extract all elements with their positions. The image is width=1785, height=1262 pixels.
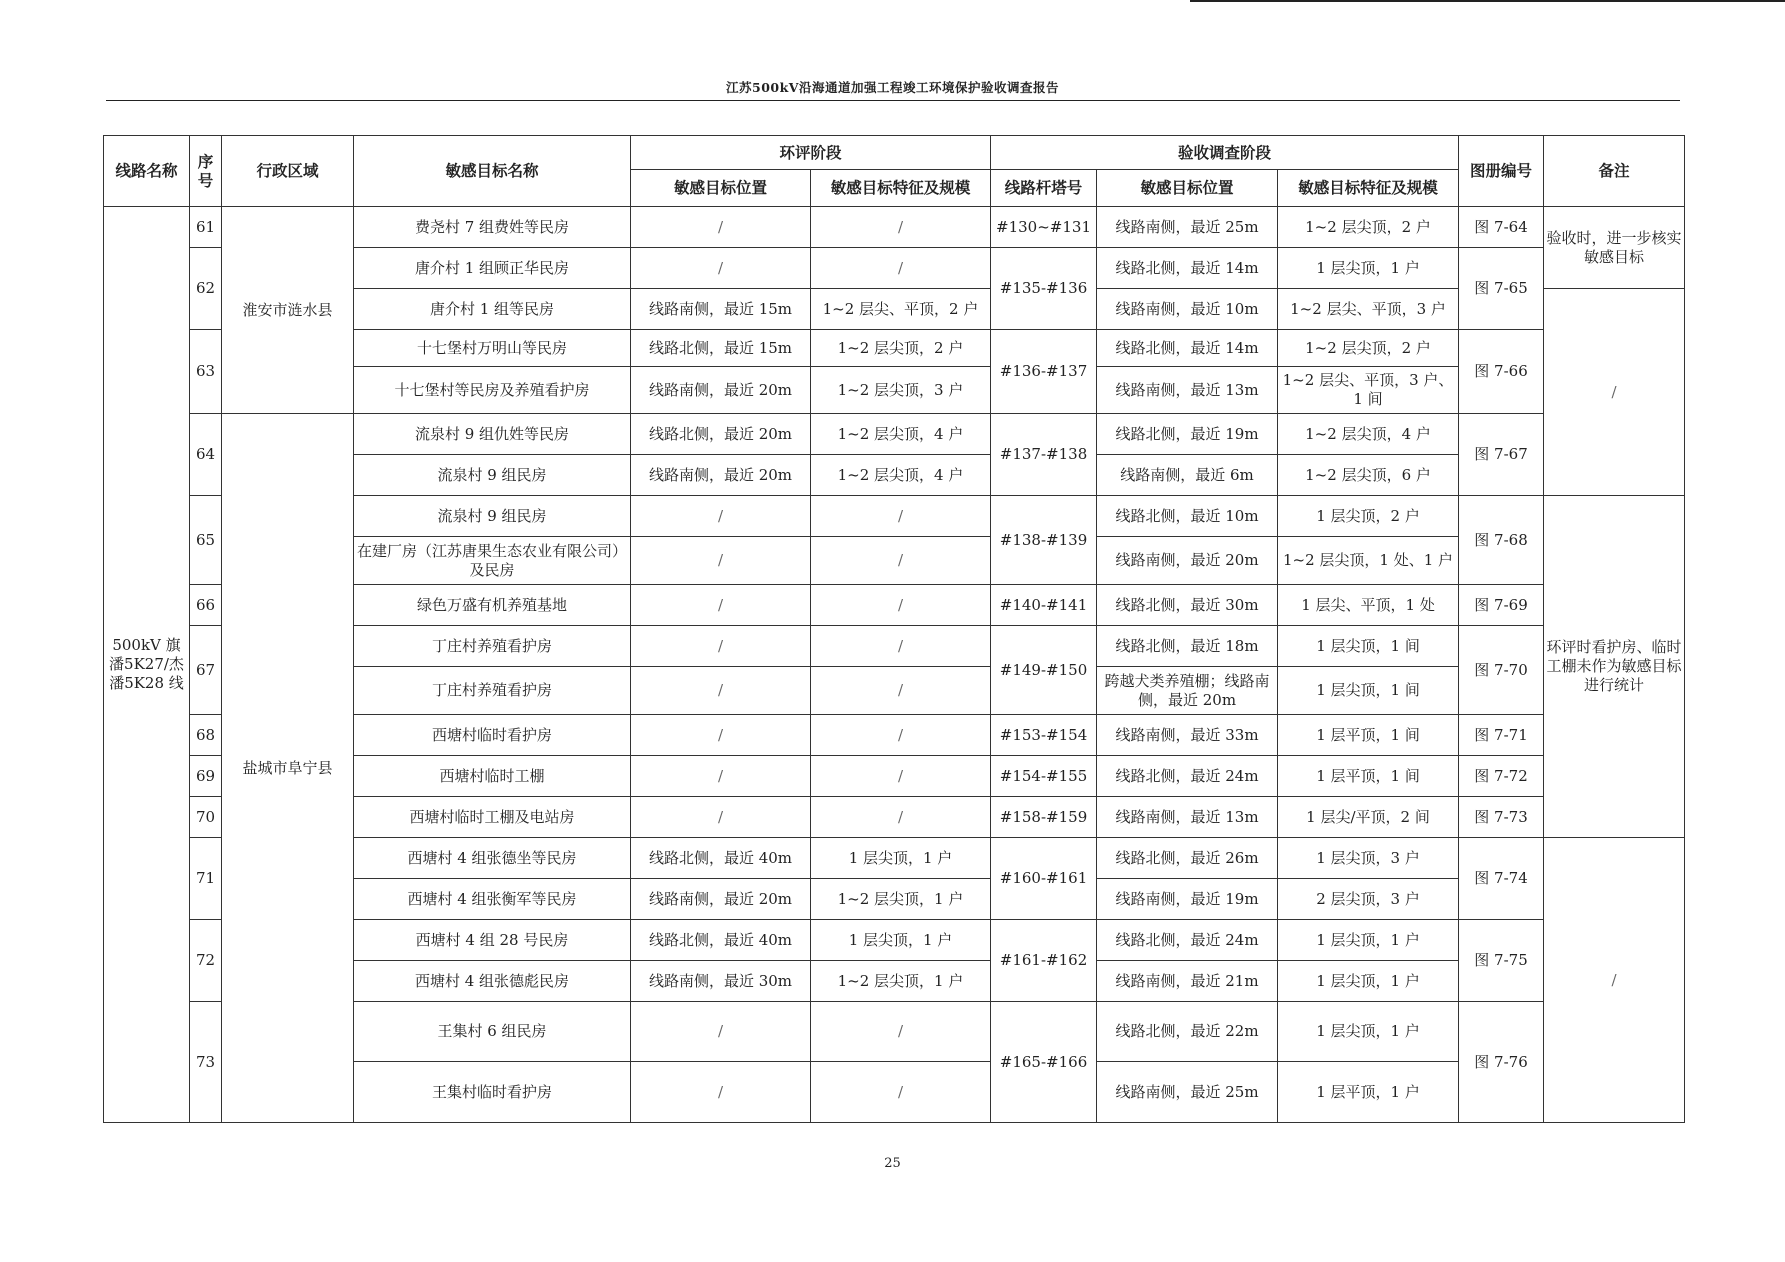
acc-position-cell: 线路北侧，最近 10m: [1097, 496, 1278, 537]
tower-no-cell: #136-#137: [991, 330, 1097, 414]
sensitive-targets-table: [103, 135, 1685, 1123]
header-rule: [106, 100, 1680, 101]
figure-no-cell: 图 7-69: [1459, 585, 1544, 626]
header-seq: 序号: [190, 136, 222, 207]
tower-no-cell: #138-#139: [991, 496, 1097, 585]
eia-position-cell: /: [631, 797, 811, 838]
acc-position-cell: 线路南侧，最近 6m: [1097, 455, 1278, 496]
eia-position-cell: /: [631, 207, 811, 248]
header-acc-feature: 敏感目标特征及规模: [1278, 170, 1459, 207]
target-name-cell: 王集村 6 组民房: [354, 1002, 631, 1062]
eia-position-cell: 线路南侧，最近 20m: [631, 879, 811, 920]
figure-no-cell: 图 7-66: [1459, 330, 1544, 414]
eia-position-cell: /: [631, 667, 811, 715]
acc-feature-cell: 1 层尖顶，1 间: [1278, 626, 1459, 667]
acc-feature-cell: 1 层平顶，1 间: [1278, 715, 1459, 756]
eia-feature-cell: /: [811, 496, 991, 537]
target-name-cell: 在建厂房（江苏唐果生态农业有限公司）及民房: [354, 537, 631, 585]
target-name-cell: 十七堡村等民房及养殖看护房: [354, 367, 631, 414]
acc-feature-cell: 1~2 层尖顶，1 处、1 户: [1278, 537, 1459, 585]
line-name-cell: 500kV 旗潘5K27/杰潘5K28 线: [104, 207, 190, 1123]
seq-cell: 63: [190, 330, 222, 414]
eia-feature-cell: /: [811, 1062, 991, 1123]
acc-feature-cell: 1 层尖顶，3 户: [1278, 838, 1459, 879]
acc-position-cell: 线路北侧，最近 14m: [1097, 248, 1278, 289]
acc-feature-cell: 1 层尖顶，2 户: [1278, 496, 1459, 537]
eia-feature-cell: 1~2 层尖顶，1 户: [811, 879, 991, 920]
seq-cell: 73: [190, 1002, 222, 1123]
eia-position-cell: /: [631, 626, 811, 667]
target-name-cell: 丁庄村养殖看护房: [354, 667, 631, 715]
acc-position-cell: 线路南侧，最近 19m: [1097, 879, 1278, 920]
acc-feature-cell: 1~2 层尖顶，6 户: [1278, 455, 1459, 496]
acc-position-cell: 线路南侧，最近 25m: [1097, 207, 1278, 248]
remark-cell: 环评时看护房、临时工棚未作为敏感目标进行统计: [1544, 496, 1685, 838]
header-eia-feature: 敏感目标特征及规模: [811, 170, 991, 207]
target-name-cell: 王集村临时看护房: [354, 1062, 631, 1123]
header-eia-position: 敏感目标位置: [631, 170, 811, 207]
tower-no-cell: #161-#162: [991, 920, 1097, 1002]
eia-position-cell: /: [631, 537, 811, 585]
tower-no-cell: #149-#150: [991, 626, 1097, 715]
acc-position-cell: 线路南侧，最近 33m: [1097, 715, 1278, 756]
target-name-cell: 唐介村 1 组等民房: [354, 289, 631, 330]
eia-feature-cell: /: [811, 537, 991, 585]
header-eia-stage: 环评阶段: [631, 136, 991, 170]
target-name-cell: 唐介村 1 组顾正华民房: [354, 248, 631, 289]
eia-position-cell: 线路北侧，最近 15m: [631, 330, 811, 367]
eia-position-cell: /: [631, 1062, 811, 1123]
acc-position-cell: 线路北侧，最近 24m: [1097, 920, 1278, 961]
acc-feature-cell: 1~2 层尖顶，2 户: [1278, 207, 1459, 248]
header-tower-no: 线路杆塔号: [991, 170, 1097, 207]
header-remark: 备注: [1544, 136, 1685, 207]
acc-position-cell: 线路南侧，最近 10m: [1097, 289, 1278, 330]
header-acc-position: 敏感目标位置: [1097, 170, 1278, 207]
eia-position-cell: /: [631, 248, 811, 289]
tower-no-cell: #140-#141: [991, 585, 1097, 626]
acc-position-cell: 线路南侧，最近 13m: [1097, 797, 1278, 838]
acc-position-cell: 跨越犬类养殖棚；线路南侧，最近 20m: [1097, 667, 1278, 715]
eia-position-cell: /: [631, 756, 811, 797]
eia-feature-cell: 1 层尖顶，1 户: [811, 920, 991, 961]
tower-no-cell: #154-#155: [991, 756, 1097, 797]
seq-cell: 71: [190, 838, 222, 920]
acc-position-cell: 线路北侧，最近 30m: [1097, 585, 1278, 626]
eia-feature-cell: /: [811, 715, 991, 756]
acc-feature-cell: 1 层平顶，1 户: [1278, 1062, 1459, 1123]
seq-cell: 68: [190, 715, 222, 756]
seq-cell: 62: [190, 248, 222, 330]
tower-no-cell: #130~#131: [991, 207, 1097, 248]
target-name-cell: 绿色万盛有机养殖基地: [354, 585, 631, 626]
seq-cell: 66: [190, 585, 222, 626]
target-name-cell: 西塘村 4 组张德坐等民房: [354, 838, 631, 879]
acc-feature-cell: 1 层尖/平顶，2 间: [1278, 797, 1459, 838]
seq-cell: 67: [190, 626, 222, 715]
target-name-cell: 西塘村 4 组 28 号民房: [354, 920, 631, 961]
target-name-cell: 流泉村 9 组民房: [354, 455, 631, 496]
target-name-cell: 流泉村 9 组仇姓等民房: [354, 414, 631, 455]
acc-feature-cell: 1 层尖顶，1 间: [1278, 667, 1459, 715]
acc-position-cell: 线路南侧，最近 13m: [1097, 367, 1278, 414]
eia-feature-cell: /: [811, 797, 991, 838]
acc-position-cell: 线路北侧，最近 18m: [1097, 626, 1278, 667]
acc-feature-cell: 1 层尖顶，1 户: [1278, 920, 1459, 961]
report-header-title: 江苏500kV沿海通道加强工程竣工环境保护验收调查报告: [726, 80, 1059, 95]
header-region: 行政区域: [222, 136, 354, 207]
tower-no-cell: #165-#166: [991, 1002, 1097, 1123]
target-name-cell: 十七堡村万明山等民房: [354, 330, 631, 367]
eia-feature-cell: 1~2 层尖、平顶，2 户: [811, 289, 991, 330]
eia-position-cell: 线路南侧，最近 15m: [631, 289, 811, 330]
region-cell: 淮安市涟水县: [222, 207, 354, 414]
acc-feature-cell: 2 层尖顶，3 户: [1278, 879, 1459, 920]
eia-position-cell: 线路南侧，最近 20m: [631, 455, 811, 496]
eia-feature-cell: 1~2 层尖顶，4 户: [811, 414, 991, 455]
acc-feature-cell: 1~2 层尖顶，2 户: [1278, 330, 1459, 367]
tower-no-cell: #158-#159: [991, 797, 1097, 838]
figure-no-cell: 图 7-67: [1459, 414, 1544, 496]
seq-cell: 64: [190, 414, 222, 496]
seq-cell: 69: [190, 756, 222, 797]
table-row: [104, 414, 1685, 455]
top-rule: [1190, 0, 1785, 2]
acc-feature-cell: 1~2 层尖、平顶，3 户、1 间: [1278, 367, 1459, 414]
acc-position-cell: 线路南侧，最近 20m: [1097, 537, 1278, 585]
eia-feature-cell: 1~2 层尖顶，4 户: [811, 455, 991, 496]
eia-feature-cell: /: [811, 207, 991, 248]
eia-position-cell: 线路北侧，最近 20m: [631, 414, 811, 455]
acc-feature-cell: 1~2 层尖顶，4 户: [1278, 414, 1459, 455]
eia-feature-cell: 1 层尖顶，1 户: [811, 838, 991, 879]
header-line-name: 线路名称: [104, 136, 190, 207]
seq-cell: 70: [190, 797, 222, 838]
eia-feature-cell: /: [811, 585, 991, 626]
eia-feature-cell: /: [811, 626, 991, 667]
remark-cell: /: [1544, 289, 1685, 496]
target-name-cell: 西塘村 4 组张德彪民房: [354, 961, 631, 1002]
tower-no-cell: #135-#136: [991, 248, 1097, 330]
acc-position-cell: 线路南侧，最近 21m: [1097, 961, 1278, 1002]
acc-feature-cell: 1 层尖顶，1 户: [1278, 1002, 1459, 1062]
eia-position-cell: 线路南侧，最近 30m: [631, 961, 811, 1002]
eia-feature-cell: /: [811, 667, 991, 715]
eia-feature-cell: /: [811, 1002, 991, 1062]
acc-position-cell: 线路北侧，最近 22m: [1097, 1002, 1278, 1062]
acc-feature-cell: 1 层尖、平顶，1 处: [1278, 585, 1459, 626]
target-name-cell: 西塘村临时工棚: [354, 756, 631, 797]
eia-position-cell: /: [631, 496, 811, 537]
seq-cell: 61: [190, 207, 222, 248]
eia-position-cell: 线路北侧，最近 40m: [631, 838, 811, 879]
header-target-name: 敏感目标名称: [354, 136, 631, 207]
acc-position-cell: 线路北侧，最近 19m: [1097, 414, 1278, 455]
figure-no-cell: 图 7-75: [1459, 920, 1544, 1002]
target-name-cell: 西塘村临时工棚及电站房: [354, 797, 631, 838]
eia-feature-cell: /: [811, 248, 991, 289]
target-name-cell: 西塘村临时看护房: [354, 715, 631, 756]
figure-no-cell: 图 7-65: [1459, 248, 1544, 330]
seq-cell: 65: [190, 496, 222, 585]
eia-position-cell: /: [631, 715, 811, 756]
acc-feature-cell: 1 层平顶，1 间: [1278, 756, 1459, 797]
figure-no-cell: 图 7-73: [1459, 797, 1544, 838]
remark-cell: /: [1544, 838, 1685, 1123]
figure-no-cell: 图 7-76: [1459, 1002, 1544, 1123]
region-cell: 盐城市阜宁县: [222, 414, 354, 1123]
acc-position-cell: 线路北侧，最近 24m: [1097, 756, 1278, 797]
seq-cell: 72: [190, 920, 222, 1002]
eia-position-cell: 线路北侧，最近 40m: [631, 920, 811, 961]
acc-feature-cell: 1 层尖顶，1 户: [1278, 961, 1459, 1002]
page-number: 25: [884, 1156, 901, 1171]
eia-feature-cell: 1~2 层尖顶，3 户: [811, 367, 991, 414]
eia-feature-cell: 1~2 层尖顶，1 户: [811, 961, 991, 1002]
header-acceptance-stage: 验收调查阶段: [991, 136, 1459, 170]
acc-position-cell: 线路北侧，最近 14m: [1097, 330, 1278, 367]
figure-no-cell: 图 7-70: [1459, 626, 1544, 715]
acc-feature-cell: 1~2 层尖、平顶，3 户: [1278, 289, 1459, 330]
target-name-cell: 费尧村 7 组费姓等民房: [354, 207, 631, 248]
eia-position-cell: /: [631, 585, 811, 626]
target-name-cell: 西塘村 4 组张衡军等民房: [354, 879, 631, 920]
tower-no-cell: #153-#154: [991, 715, 1097, 756]
header-figure-no: 图册编号: [1459, 136, 1544, 207]
target-name-cell: 丁庄村养殖看护房: [354, 626, 631, 667]
figure-no-cell: 图 7-71: [1459, 715, 1544, 756]
tower-no-cell: #137-#138: [991, 414, 1097, 496]
acc-feature-cell: 1 层尖顶，1 户: [1278, 248, 1459, 289]
acc-position-cell: 线路南侧，最近 25m: [1097, 1062, 1278, 1123]
eia-position-cell: 线路南侧，最近 20m: [631, 367, 811, 414]
tower-no-cell: #160-#161: [991, 838, 1097, 920]
figure-no-cell: 图 7-68: [1459, 496, 1544, 585]
acc-position-cell: 线路北侧，最近 26m: [1097, 838, 1278, 879]
figure-no-cell: 图 7-72: [1459, 756, 1544, 797]
eia-feature-cell: /: [811, 756, 991, 797]
remark-cell: 验收时，进一步核实敏感目标: [1544, 207, 1685, 289]
eia-feature-cell: 1~2 层尖顶，2 户: [811, 330, 991, 367]
table-row: [104, 207, 1685, 248]
figure-no-cell: 图 7-64: [1459, 207, 1544, 248]
target-name-cell: 流泉村 9 组民房: [354, 496, 631, 537]
eia-position-cell: /: [631, 1002, 811, 1062]
figure-no-cell: 图 7-74: [1459, 838, 1544, 920]
